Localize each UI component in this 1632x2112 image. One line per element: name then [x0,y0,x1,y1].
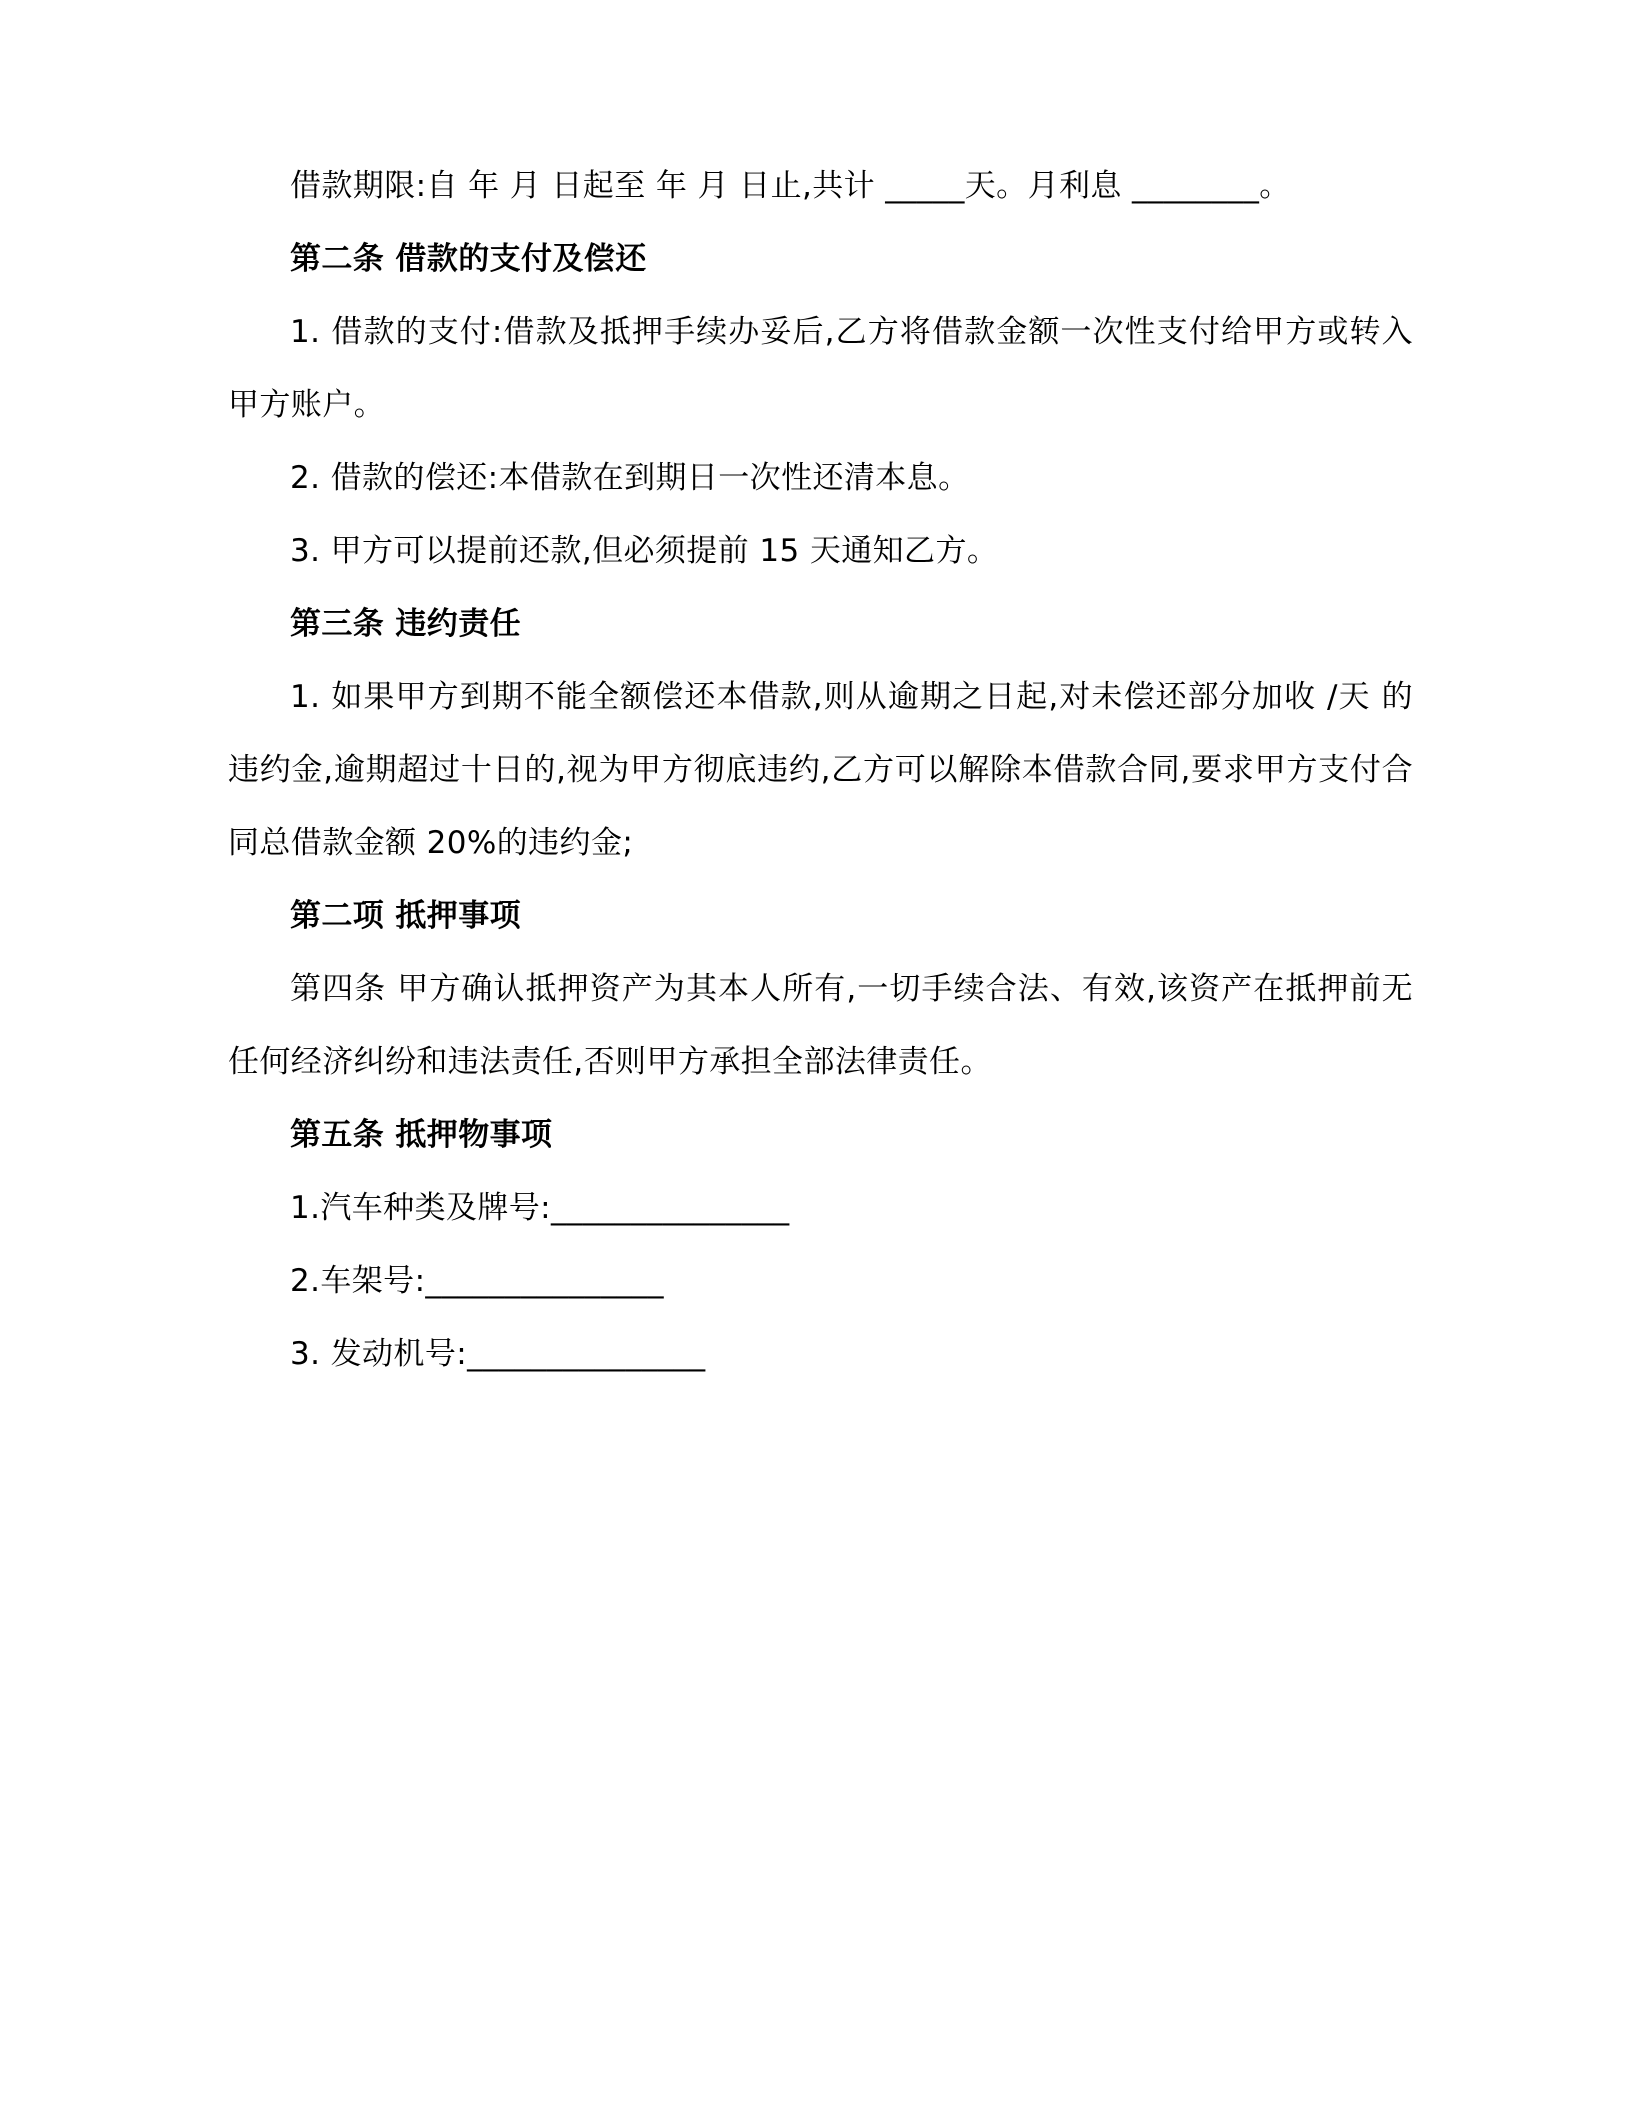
paragraph-article-2-item-2: 2. 借款的偿还:本借款在到期日一次性还清本息。 [290,460,970,496]
heading-article-3: 第三条 违约责任 [290,606,521,642]
heading-article-2: 第二条 借款的支付及偿还 [290,241,647,277]
paragraph-article-4: 第四条 甲方确认抵押资产为其本人所有,一切手续合法、有效,该资产在抵押前无任何经济纠纷和违法责任,否则甲方承担全部法律责任。 [228,971,1413,1080]
document-body [228,150,1413,1391]
paragraph-article-5-item-2: 2.车架号:_______________ [290,1263,664,1299]
heading-section-2: 第二项 抵押事项 [290,898,521,934]
paragraph-article-5-item-1: 1.汽车种类及牌号:_______________ [290,1190,790,1226]
heading-article-5: 第五条 抵押物事项 [290,1117,553,1153]
paragraph-article-3-item-1: 1. 如果甲方到期不能全额偿还本借款,则从逾期之日起,对未偿还部分加收 /天 的违约金,逾期超过十日的,视为甲方彻底违约,乙方可以解除本借款合同,要求甲方支付合同总借款金额 20%的违约金; [228,679,1413,861]
paragraph-article-5-item-3: 3. 发动机号:_______________ [290,1336,706,1372]
paragraph-loan-term: 借款期限:自 年 月 日起至 年 月 日止,共计 _____天。月利息 ________。 [290,168,1291,204]
paragraph-article-2-item-3: 3. 甲方可以提前还款,但必须提前 15 天通知乙方。 [290,533,999,569]
paragraph-article-2-item-1: 1. 借款的支付:借款及抵押手续办妥后,乙方将借款金额一次性支付给甲方或转入甲方账户。 [228,314,1413,423]
